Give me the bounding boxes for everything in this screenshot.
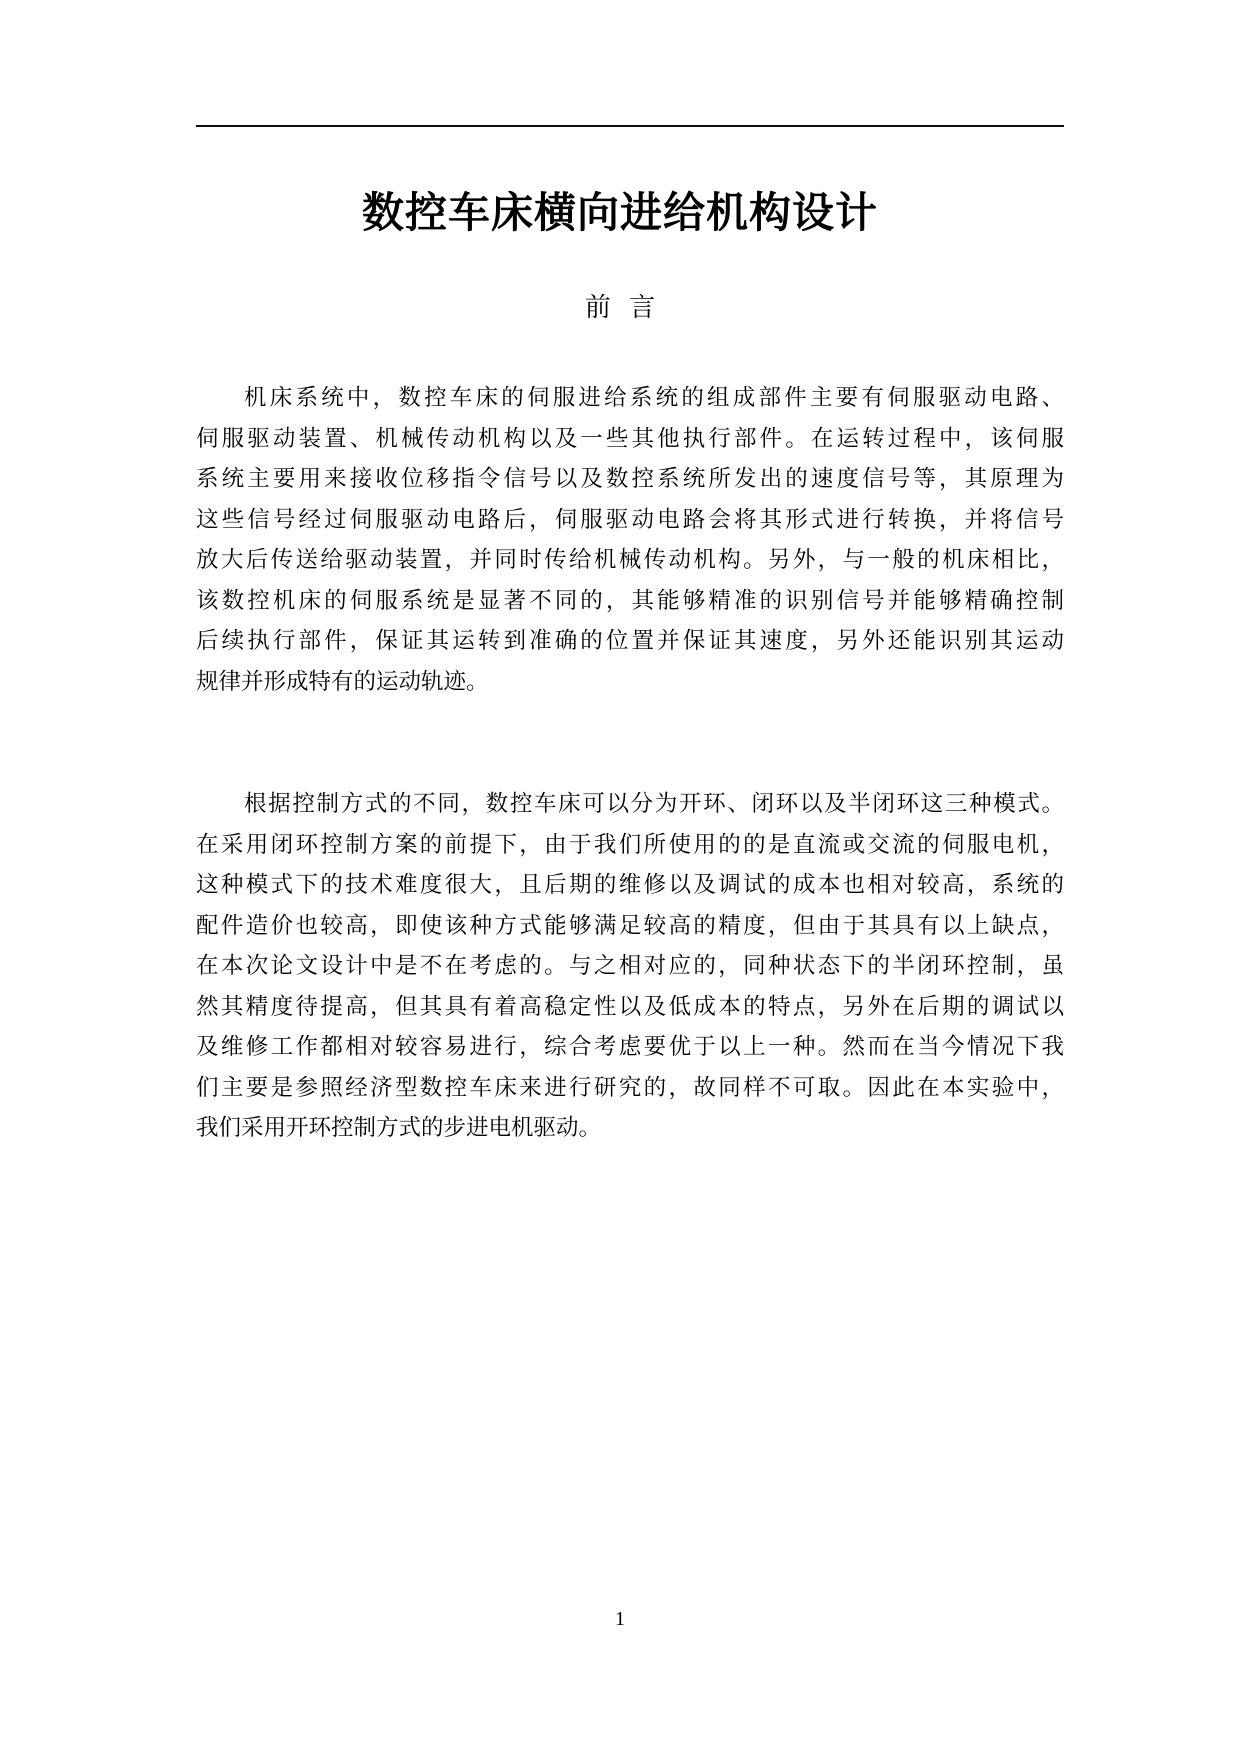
paragraph-line: 该数控机床的伺服系统是显著不同的，其能够精准的识别信号并能够精确控制 bbox=[196, 587, 1064, 614]
paragraph-line: 及维修工作都相对较容易进行，综合考虑要优于以上一种。然而在当今情况下我 bbox=[196, 1034, 1064, 1060]
paragraph-line: 配件造价也较高，即使该种方式能够满足较高的精度，但由于其具有以上缺点， bbox=[196, 912, 1064, 939]
paragraph-2 bbox=[196, 784, 1064, 1149]
paragraph-line: 规律并形成特有的运动轨迹。 bbox=[196, 668, 489, 695]
paragraph-line: 在本次论文设计中是不在考虑的。与之相对应的，同种状态下的半闭环控制，虽 bbox=[196, 953, 1064, 979]
paragraph-line: 这些信号经过伺服驱动电路后，伺服驱动电路会将其形式进行转换，并将信号 bbox=[196, 506, 1064, 533]
paragraph-line: 在采用闭环控制方案的前提下，由于我们所使用的的是直流或交流的伺服电机， bbox=[196, 831, 1064, 858]
paragraph-line: 后续执行部件，保证其运转到准确的位置并保证其速度，另外还能识别其运动 bbox=[196, 628, 1064, 654]
header-rule bbox=[196, 125, 1064, 127]
paragraph-line: 伺服驱动装置、机械传动机构以及一些其他执行部件。在运转过程中，该伺服 bbox=[196, 425, 1064, 452]
paragraph-line: 我们采用开环控制方式的步进电机驱动。 bbox=[196, 1115, 602, 1141]
paragraph-line: 们主要是参照经济型数控车床来进行研究的，故同样不可取。因此在本实验中， bbox=[196, 1074, 1064, 1101]
paragraph-line: 机床系统中，数控车床的伺服进给系统的组成部件主要有伺服驱动电路、 bbox=[244, 385, 1064, 411]
paragraph-line: 根据控制方式的不同，数控车床可以分为开环、闭环以及半闭环这三种模式。 bbox=[244, 791, 1064, 817]
paragraph-line: 这种模式下的技术难度很大，且后期的维修以及调试的成本也相对较高，系统的 bbox=[196, 872, 1064, 898]
paragraph-line: 然其精度待提高，但其具有着高稳定性以及低成本的特点，另外在后期的调试以 bbox=[196, 993, 1064, 1020]
document-title: 数控车床横向进给机构设计 bbox=[361, 188, 878, 237]
paragraph-line: 系统主要用来接收位移指令信号以及数控系统所发出的速度信号等，其原理为 bbox=[196, 466, 1064, 492]
page-number: 1 bbox=[615, 1608, 625, 1630]
paragraph-1 bbox=[196, 378, 1064, 702]
paragraph-line: 放大后传送给驱动装置，并同时传给机械传动机构。另外，与一般的机床相比， bbox=[196, 547, 1064, 573]
section-heading: 前 言 bbox=[584, 293, 656, 323]
